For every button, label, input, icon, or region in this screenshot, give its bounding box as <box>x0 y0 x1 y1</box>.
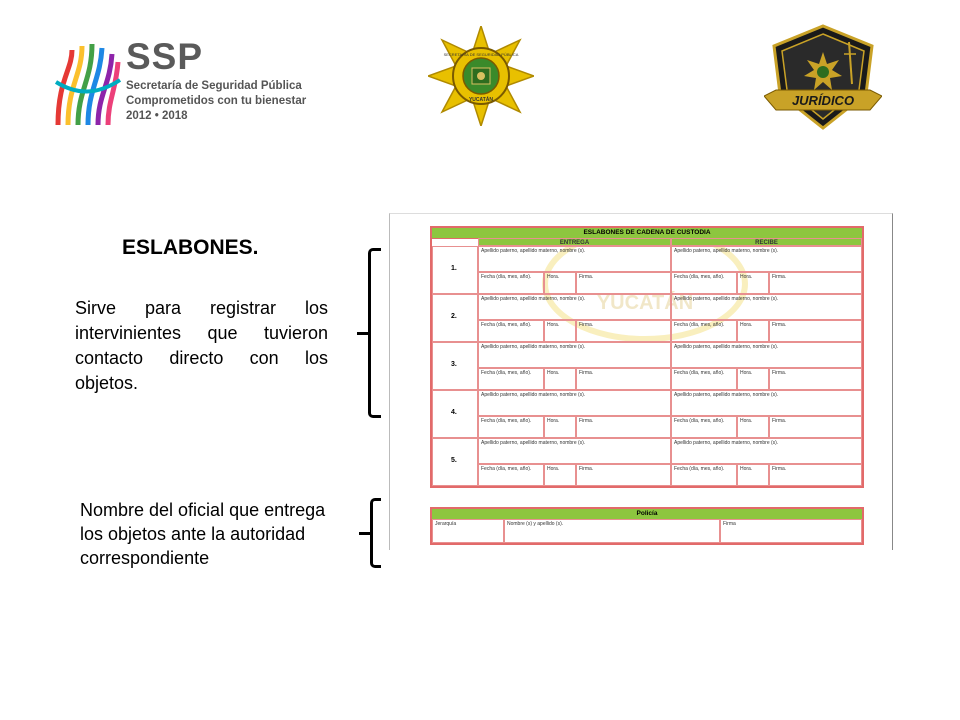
entrega-sign-cell: Firma. <box>576 368 671 390</box>
recibe-date-cell: Fecha (día, mes, año). <box>671 320 737 342</box>
recibe-time-cell: Hora. <box>737 272 769 294</box>
row-number-cell <box>432 246 478 294</box>
page-title: ESLABONES. <box>122 236 259 259</box>
entrega-name-cell: Apellido paterno, apellido materno, nombre (s). <box>478 438 671 464</box>
entrega-sign-cell: Firma. <box>576 320 671 342</box>
watermark-text: YUCATÁN <box>596 292 694 314</box>
row-number: 4. <box>451 409 457 416</box>
recibe-time-cell: Hora. <box>737 464 769 486</box>
entrega-time-cell: Hora. <box>544 464 576 486</box>
entrega-sign-cell: Firma. <box>576 464 671 486</box>
entrega-date-cell: Fecha (día, mes, año). <box>478 320 544 342</box>
recibe-name-cell: Apellido paterno, apellido materno, nombre (s). <box>671 342 862 368</box>
col-recibe-header: RECIBE <box>671 238 862 246</box>
entrega-time-cell: Hora. <box>544 416 576 438</box>
recibe-name-cell: Apellido paterno, apellido materno, nombre (s). <box>671 438 862 464</box>
police-table-title: Policía <box>432 509 862 520</box>
entrega-time-cell: Hora. <box>544 368 576 390</box>
row-number: 3. <box>451 361 457 368</box>
custody-table-title: ESLABONES DE CADENA DE CUSTODIA <box>432 228 862 239</box>
ssp-line-3: 2012 • 2018 <box>126 110 188 122</box>
recibe-name-cell: Apellido paterno, apellido materno, nombre (s). <box>671 294 862 320</box>
recibe-sign-cell: Firma. <box>769 272 862 294</box>
ssp-line-2: Comprometidos con tu bienestar <box>126 95 307 107</box>
seal-text-bottom: YUCATÁN <box>468 97 494 103</box>
row-number: 5. <box>451 457 457 464</box>
ssp-logo <box>52 36 307 130</box>
entrega-time-cell: Hora. <box>544 320 576 342</box>
recibe-name-cell: Apellido paterno, apellido materno, nombre (s). <box>671 246 862 272</box>
custody-table <box>430 226 864 488</box>
row-number: 1. <box>451 265 457 272</box>
police-name-cell: Nombre (s) y apellido (s). <box>504 519 720 543</box>
police-seal-icon <box>428 26 534 126</box>
officer-note-text: Nombre del oficial que entrega los objetos ante la autoridad correspondiente <box>80 500 326 568</box>
recibe-date-cell: Fecha (día, mes, año). <box>671 368 737 390</box>
recibe-sign-cell: Firma. <box>769 416 862 438</box>
ssp-ribbon-icon <box>52 40 122 132</box>
recibe-name-cell: Apellido paterno, apellido materno, nombre (s). <box>671 390 862 416</box>
recibe-sign-cell: Firma. <box>769 368 862 390</box>
entrega-date-cell: Fecha (día, mes, año). <box>478 272 544 294</box>
recibe-sign-cell: Firma. <box>769 464 862 486</box>
recibe-sign-cell: Firma. <box>769 320 862 342</box>
recibe-date-cell: Fecha (día, mes, año). <box>671 272 737 294</box>
police-sign-cell: Firma <box>720 519 862 543</box>
juridico-badge-icon <box>764 24 882 130</box>
recibe-time-cell: Hora. <box>737 368 769 390</box>
entrega-name-cell: Apellido paterno, apellido materno, nombre (s). <box>478 342 671 368</box>
bracket-tick <box>357 332 371 335</box>
recibe-date-cell: Fecha (día, mes, año). <box>671 416 737 438</box>
entrega-date-cell: Fecha (día, mes, año). <box>478 416 544 438</box>
row-number: 2. <box>451 313 457 320</box>
row-number-cell <box>432 438 478 486</box>
bracket-officer <box>370 498 381 568</box>
custody-form-image <box>389 213 893 550</box>
entrega-sign-cell: Firma. <box>576 272 671 294</box>
row-number-cell <box>432 390 478 438</box>
ssp-line-1: Secretaría de Seguridad Pública <box>126 80 302 92</box>
police-rank-cell: Jerarquía <box>432 519 504 543</box>
entrega-time-cell: Hora. <box>544 272 576 294</box>
ssp-title: SSP <box>126 36 204 77</box>
entrega-name-cell: Apellido paterno, apellido materno, nombre (s). <box>478 246 671 272</box>
description-text: Sirve para registrar los intervinientes que tuvieron contacto directo con los objetos. <box>75 298 328 393</box>
row-number-cell <box>432 294 478 342</box>
seal-text-top: SECRETARÍA DE SEGURIDAD PÚBLICA <box>443 52 519 57</box>
bracket-tick <box>359 532 373 535</box>
juridico-label: JURÍDICO <box>791 93 855 108</box>
recibe-date-cell: Fecha (día, mes, año). <box>671 464 737 486</box>
entrega-date-cell: Fecha (día, mes, año). <box>478 368 544 390</box>
col-entrega-header: ENTREGA <box>478 238 671 246</box>
row-number-cell <box>432 342 478 390</box>
recibe-time-cell: Hora. <box>737 416 769 438</box>
entrega-name-cell: Apellido paterno, apellido materno, nombre (s). <box>478 390 671 416</box>
entrega-sign-cell: Firma. <box>576 416 671 438</box>
entrega-date-cell: Fecha (día, mes, año). <box>478 464 544 486</box>
police-table <box>430 507 864 545</box>
entrega-name-cell: Apellido paterno, apellido materno, nombre (s). <box>478 294 671 320</box>
recibe-time-cell: Hora. <box>737 320 769 342</box>
bracket-eslabones <box>368 248 381 418</box>
